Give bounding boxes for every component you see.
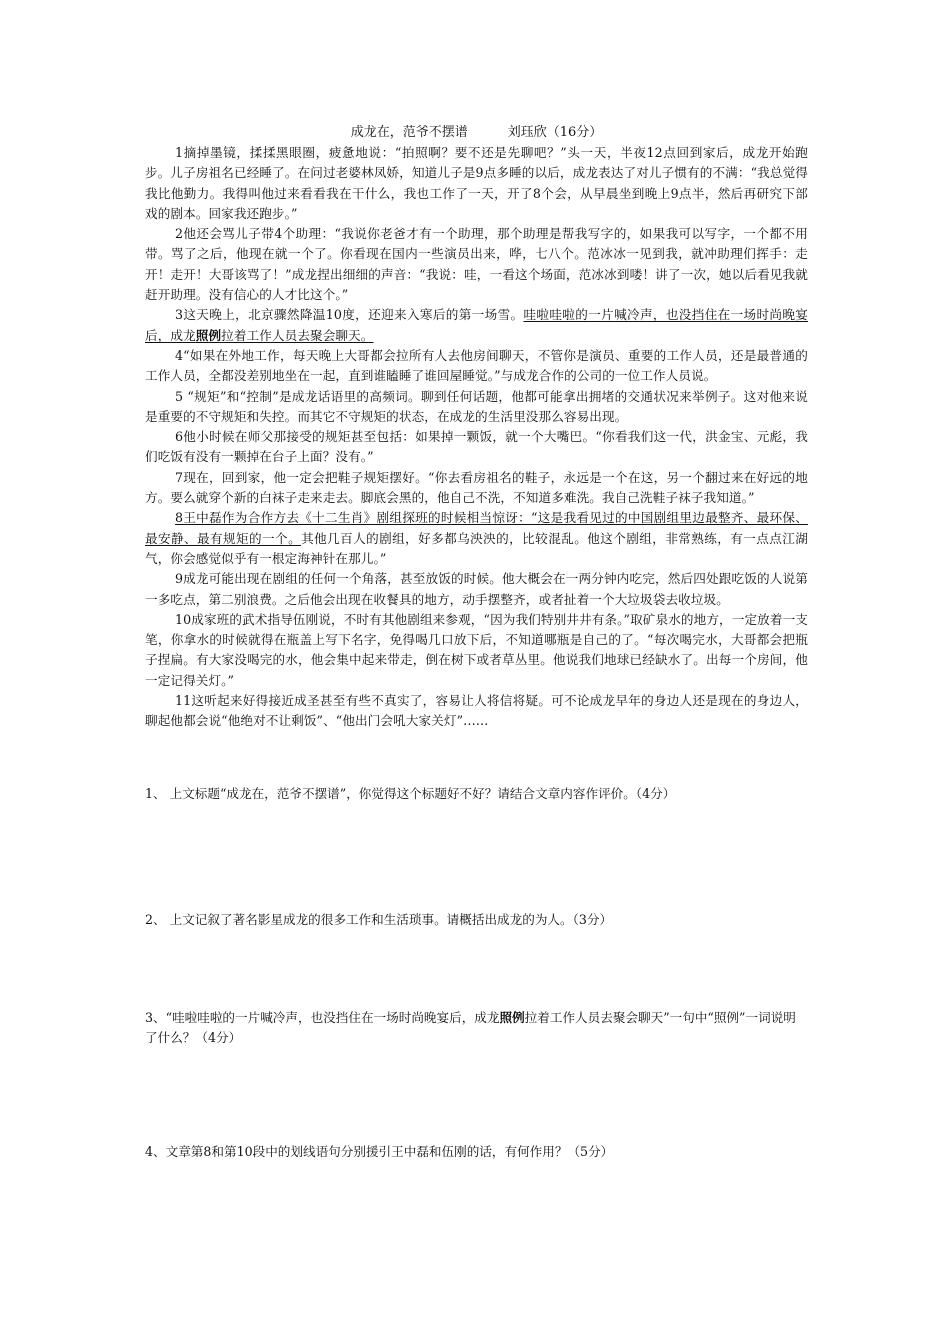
author-score: 刘珏欣（16分）	[507, 125, 603, 140]
article-title-line	[145, 123, 808, 143]
paragraph-8-text: 其他几百人的剧组，好多都乌泱泱的，比较混乱。他这个剧组，非常熟练，有一点点江湖气，你会感觉似乎有一根定海神针在那儿。”	[145, 530, 808, 566]
paragraph-2: 2他还会骂儿子带4个助理：“我说你老爸才有一个助理，那个助理是帮我写字的，如果我可以写字，一个都不用带。骂了之后，他现在就一个了。你看现在国内一些演员出来，哗，七八个。范冰冰一见到我，就冲助理们挥手：走开！走开！大哥该骂了！”成龙捏出细细的声音：“我说：哇，一看这个场面，范冰冰到喽！讲了一次，她以后看见我就赶开助理。没有信心的人才比这个。”	[145, 226, 808, 303]
question-3-text-b: 拉着工作人员去聚会聊天”一句中“照例”一词说明了什么？（4分）	[145, 1010, 796, 1045]
paragraph-11: 11这听起来好得接近成圣甚至有些不真实了，容易让人将信将疑。可不论成龙早年的身边人还是现在的身边人，聊起他都会说“他绝对不让剩饭”、“他出门会吼大家关灯”……	[145, 693, 808, 729]
paragraph-8	[145, 508, 808, 569]
question-3	[145, 1008, 808, 1048]
paragraph-6: 6他小时候在师父那接受的规矩甚至包括：如果掉一颗饭，就一个大嘴巴。“你看我们这一代，洪金宝、元彪，我们吃饭有没有一颗掉在台子上面？没有。”	[145, 429, 808, 465]
question-4: 4、文章第8和第10段中的划线语句分别援引王中磊和伍刚的话，有何作用？（5分）	[145, 1144, 614, 1159]
paragraph-9: 9成龙可能出现在剧组的任何一个角落，甚至放饭的时候。他大概会在一两分钟内吃完，然后四处跟吃饭的人说第一多吃点，第二别浪费。之后他会出现在收餐具的地方，动手摆整齐，或者扯着一个大垃圾袋去收垃圾。	[145, 571, 808, 607]
paragraph-7: 7现在，回到家，他一定会把鞋子规矩摆好。“你去看房祖名的鞋子，永远是一个在这，另一个翻过来在好远的地方。要么就穿个新的白袜子走来走去。脚底会黑的，他自己不洗，不知道多难洗。我自己洗鞋子袜子我知道。”	[145, 469, 808, 506]
paragraph-10: 10成家班的武术指导伍刚说，不时有其他剧组来参观，“因为我们特别井井有条。”取矿泉水的地方，一定放着一支笔，你拿水的时候就得在瓶盖上写下名字，免得喝几口放下后，不知道哪瓶是自己的了。“每次喝完水，大哥都会把瓶子捏扁。有大家没喝完的水，他会集中起来带走，倒在树下或者草丛里。他说我们地球已经缺水了。出每一个房间，他一定记得关灯。”	[145, 611, 808, 688]
paragraph-4: 4“如果在外地工作，每天晚上大哥都会拉所有人去他房间聊天，不管你是演员、重要的工作人员，还是最普通的工作人员，全都没差别地坐在一起，直到谁瞌睡了谁回屋睡觉。”与成龙合作的公司的一位工作人员说。	[145, 347, 808, 384]
question-3-bold-word: 照例	[499, 1010, 525, 1025]
paragraph-3-bold-word: 照例	[195, 327, 222, 343]
paragraph-3-underlined-2: 拉着工作人员去聚会聊天。	[221, 327, 374, 343]
paragraph-8-underlined: 8王中磊作为合作方去《十二生肖》剧组探班的时候相当惊讶：“这是我看见过的中国剧组里边最整齐、最环保、最安静、最有规矩的一个。	[145, 510, 808, 546]
question-3-text-a: 3、“哇啦哇啦的一片喊冷声，也没挡住在一场时尚晚宴后，成龙	[145, 1010, 500, 1025]
paragraph-5: 5 “规矩”和“控制”是成龙话语里的高频词。聊到任何话题，他都可能拿出拥堵的交通状况来举例子。这对他来说是重要的不守规矩和失控。而其它不守规矩的状态，在成龙的生活里没那么容易出现。	[145, 388, 808, 424]
paragraph-1: 1摘掉墨镜，揉揉黑眼圈，疲惫地说：“拍照啊？要不还是先聊吧？”头一天，半夜12点回到家后，成龙开始跑步。儿子房祖名已经睡了。在问过老婆林凤娇，知道儿子是9点多睡的以后，成龙表达了对儿子惯有的不满：“我总觉得我比他勤力。我得叫他过来看看我在干什么，我也工作了一天，开了8个会，从早晨坐到晚上9点半，然后再研究下部戏的剧本。回家我还跑步。”	[145, 145, 808, 221]
paragraph-3	[145, 305, 808, 346]
paragraph-3-text: 3这天晚上，北京骤然降温10度，还迎来入寒后的第一场雪。	[175, 307, 524, 323]
paragraph-3-underlined-1: 哇啦哇啦的一片喊冷声，也没挡住在一场时尚晚宴后，成龙	[145, 307, 809, 343]
article-title: 成龙在，范爷不摆谱	[350, 125, 468, 140]
question-1: 1、 上文标题“成龙在，范爷不摆谱”，你觉得这个标题好不好？请结合文章内容作评价。（4分）	[145, 786, 676, 801]
article	[145, 123, 808, 732]
question-2: 2、 上文记叙了著名影星成龙的很多工作和生活琐事。请概括出成龙的为人。（3分）	[145, 912, 613, 927]
